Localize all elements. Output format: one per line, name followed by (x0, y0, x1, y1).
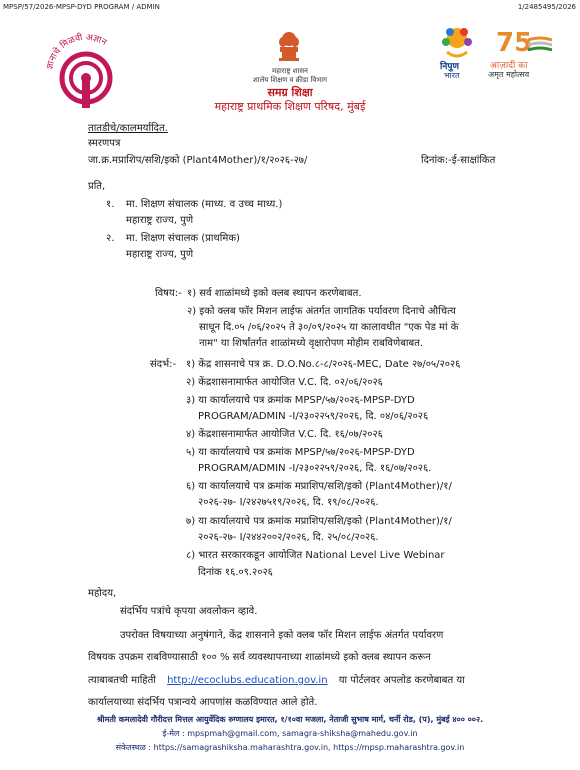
body-line-2: विषयक उपक्रम राबविण्यासाठी १०० % सर्व व्यवस्थापनाच्या शाळांमध्ये इको क्लब स्थापन करून (88, 652, 431, 663)
subject-label: विषय:- (155, 288, 182, 299)
body-line-1: उपरोक्त विषयाच्या अनुषंगाने, केंद्र शासनाने इको क्लब फॉर मिशन लाईफ अंतर्गत पर्यावरण (120, 630, 444, 641)
body-line-3-post: या पोर्टलवर अपलोड करणेबाबत या (338, 675, 465, 686)
state-emblem (274, 30, 304, 66)
reference-line: ६) या कार्यालयाचे पत्र क्रमांक मप्राशिप/सशि/इको (Plant4Mother)/१/ (186, 481, 452, 492)
reference-line: ४) केंद्रशासनामार्फत आयोजित V.C. दि. १६/०७/२०२६ (186, 429, 383, 440)
reference-label: संदर्भ:- (150, 359, 177, 370)
recipient-2-place: महाराष्ट्र राज्य, पुणे (126, 249, 194, 260)
salutation: महोदय, (88, 588, 117, 599)
nipun-bharat-icon (432, 24, 482, 60)
reference-line: २) केंद्रशासनामार्फत आयोजित V.C. दि. ०२/०६/२०२६ (186, 377, 383, 388)
recipient-2-title: मा. शिक्षण संचालक (प्राथमिक) (126, 233, 240, 244)
reference-line: २०२६-२७- I/२४४२००२/२०२६, दि. २५/०८/२०२६. (198, 532, 379, 543)
azadi-line1: आज़ादी का (490, 61, 528, 71)
subject-line-2: २) इको क्लब फॉर मिशन लाईफ अंतर्गत जागतिक पर्यावरण दिनाचे औचित्य (187, 306, 456, 317)
reference-line: १) केंद्र शासनाचे पत्र क्र. D.O.No.८-८/२०२६-MEC, Date २७/०५/२०२६ (186, 359, 461, 370)
gov-line2: शालेय शिक्षण व क्रीडा विभाग (253, 76, 327, 84)
body-line-3 (88, 672, 465, 686)
reference-line: ७) या कार्यालयाचे पत्र क्रमांक मप्राशिप/सशि/इको (Plant4Mother)/१/ (186, 516, 452, 527)
reference-line: ३) या कार्यालयाचे पत्र क्रमांक MPSP/५७/२०२६-MPSP-DYD (186, 395, 415, 406)
azadi-logo (488, 28, 558, 80)
subject-line-3: साधून दि.०५ /०६/२०२५ ते ३०/०९/२०२५ या कालावधीत "एक पेड मां के (199, 322, 459, 333)
to-label: प्रति, (88, 181, 106, 192)
flag-swoosh-icon (528, 36, 552, 52)
body-paragraph-1: संदर्भिय पत्रांचे कृपया अवलोकन व्हावे. (120, 606, 258, 617)
subject-line-4: नाम" या शिर्षांतर्गत शाळांमध्ये वृक्षारोपण मोहीम राबविणेबाबत. (199, 338, 424, 349)
urgency-label: तातडीचे/कालमर्यादित. (88, 123, 168, 134)
body-line-4: कार्यालयाच्या संदर्भिय पत्रान्वये आपणांस कळविण्यात आले होते. (88, 697, 318, 708)
footer-address: श्रीमती कमलादेवी गौरीदत्त मित्तल आयुर्वेदिक रुग्णालय इमारत, १/१०वा मजला, नेताजी सुभाष मार्ग, चर्नी रोड, (प), मुंबई ४०० ००२. (96, 715, 484, 724)
reference-line: ८) भारत सरकारकडून आयोजित National Level Live Webinar (186, 550, 445, 561)
recipient-1-place: महाराष्ट्र राज्य, पुणे (126, 215, 194, 226)
footer-website: संकेतस्थळ : https://samagrashiksha.maharashtra.gov.in, https://mpsp.maharashtra.gov.in (115, 743, 465, 752)
reference-line: दिनांक १६.०९.२०२६ (198, 567, 273, 578)
inward-number-header: 1/2485495/2026 (517, 3, 576, 11)
nipun-bharat-logo (432, 24, 482, 80)
body-line-3-pre: त्याबाबतची माहिती (88, 675, 156, 686)
recipient-1-number: १. (106, 199, 115, 210)
file-reference-header: MPSP/57/2026-MPSP-DYD PROGRAM / ADMIN (3, 3, 160, 11)
reference-line: ५) या कार्यालयाचे पत्र क्रमांक MPSP/५७/२०२६-MPSP-DYD (186, 447, 415, 458)
nipun-line1: निपुण (440, 62, 459, 72)
recipient-2-number: २. (106, 233, 115, 244)
ecoclubs-portal-link[interactable]: http://ecoclubs.education.gov.in (167, 675, 328, 686)
left-logo-text: ज्ञानाचे मिळवी अज्ञान (45, 32, 109, 71)
office-subtitle: महाराष्ट्र प्राथमिक शिक्षण परिषद, मुंबई (214, 100, 366, 113)
subject-line-1: १) सर्व शाळांमध्ये इको क्लब स्थापन करणेबाबत. (187, 288, 362, 299)
azadi-number: 75 (496, 28, 533, 58)
office-title: समग्र शिक्षा (267, 86, 313, 99)
gyan-logo-icon (40, 22, 130, 114)
recipient-1-title: मा. शिक्षण संचालक (माध्य. व उच्च माध्य.) (126, 199, 283, 210)
reference-number: जा.क्र.मप्राशिप/सशि/इको (Plant4Mother)/१/२०२६-२७/ (88, 155, 308, 166)
ashoka-emblem-icon (274, 30, 304, 66)
letter-date: दिनांक:-ई-साक्षांकित (421, 155, 496, 166)
left-logo (40, 22, 130, 114)
reference-line: PROGRAM/ADMIN -I/२३०२२५९/२०२६, दि. ०४/०६/२०२६ (198, 411, 429, 422)
azadi-line2: अमृत महोत्सव (488, 70, 530, 79)
footer-email: ई-मेल : mpspmah@gmail.com, samagra-shiksha@mahedu.gov.in (162, 729, 418, 738)
nipun-line2: भारत (444, 71, 460, 80)
reference-line: PROGRAM/ADMIN -I/२३०२२५९/२०२६, दि. १६/०७/२०२६. (198, 463, 432, 474)
letter-type: स्मरणपत्र (88, 138, 121, 149)
reference-line: २०२६-२७- I/२४२७५१९/२०२६, दि. १९/०८/२०२६. (198, 497, 379, 508)
gov-line1: महाराष्ट्र शासन (272, 67, 308, 75)
